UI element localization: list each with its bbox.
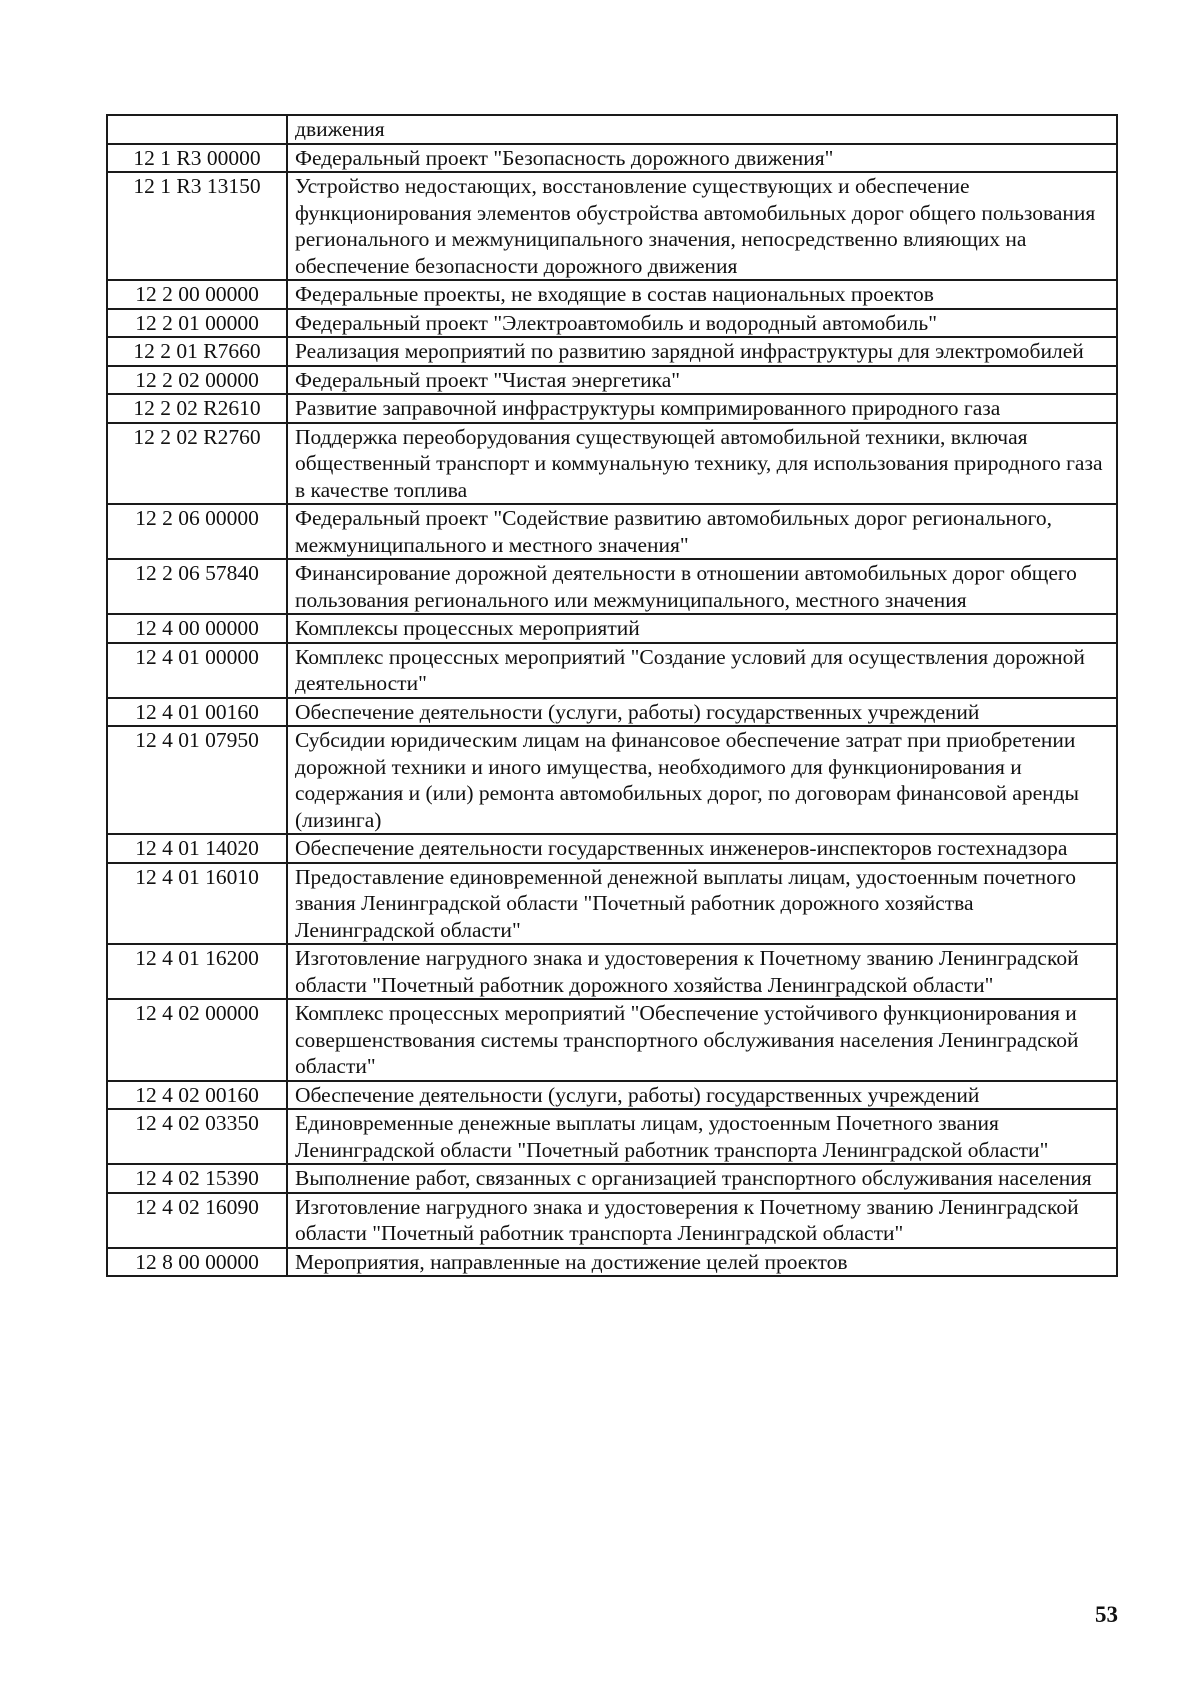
table-row xyxy=(107,1164,1117,1193)
table-row xyxy=(107,504,1117,559)
code-cell: 12 4 00 00000 xyxy=(107,614,287,643)
table-row xyxy=(107,1109,1117,1164)
code-cell: 12 4 02 00160 xyxy=(107,1081,287,1110)
table-row xyxy=(107,834,1117,863)
code-cell: 12 4 02 00000 xyxy=(107,999,287,1081)
table-row xyxy=(107,172,1117,280)
table-row xyxy=(107,366,1117,395)
table-row xyxy=(107,1081,1117,1110)
description-cell: Федеральный проект "Электроавтомобиль и водородный автомобиль" xyxy=(287,309,1117,338)
table-row xyxy=(107,337,1117,366)
code-cell: 12 2 06 00000 xyxy=(107,504,287,559)
description-cell: Мероприятия, направленные на достижение целей проектов xyxy=(287,1248,1117,1277)
code-cell: 12 4 01 00160 xyxy=(107,698,287,727)
table-row xyxy=(107,643,1117,698)
table-row xyxy=(107,999,1117,1081)
table-row xyxy=(107,115,1117,144)
description-cell: Федеральный проект "Чистая энергетика" xyxy=(287,366,1117,395)
description-cell: Выполнение работ, связанных с организацией транспортного обслуживания населения xyxy=(287,1164,1117,1193)
code-cell: 12 8 00 00000 xyxy=(107,1248,287,1277)
code-cell: 12 2 06 57840 xyxy=(107,559,287,614)
code-cell: 12 4 01 16200 xyxy=(107,944,287,999)
description-cell: Поддержка переоборудования существующей автомобильной техники, включая общественный транспорт и коммунальную технику, для использования природного газа в качестве топлива xyxy=(287,423,1117,505)
page-number: 53 xyxy=(1095,1602,1118,1627)
code-cell: 12 2 01 00000 xyxy=(107,309,287,338)
table-row xyxy=(107,614,1117,643)
code-cell: 12 4 01 14020 xyxy=(107,834,287,863)
code-cell: 12 2 02 R2610 xyxy=(107,394,287,423)
code-cell: 12 1 R3 00000 xyxy=(107,144,287,173)
description-cell: Федеральный проект "Безопасность дорожного движения" xyxy=(287,144,1117,173)
description-cell: движения xyxy=(287,115,1117,144)
code-cell: 12 4 02 15390 xyxy=(107,1164,287,1193)
description-cell: Комплексы процессных мероприятий xyxy=(287,614,1117,643)
table-row xyxy=(107,394,1117,423)
table-row xyxy=(107,1193,1117,1248)
description-cell: Финансирование дорожной деятельности в отношении автомобильных дорог общего пользования регионального или межмуниципального, местного значения xyxy=(287,559,1117,614)
code-cell: 12 4 01 00000 xyxy=(107,643,287,698)
description-cell: Предоставление единовременной денежной выплаты лицам, удостоенным почетного звания Ленинградской области "Почетный работник дорожного хозяйства Ленинградской области" xyxy=(287,863,1117,945)
code-cell xyxy=(107,115,287,144)
classification-table xyxy=(106,114,1118,1277)
description-cell: Обеспечение деятельности государственных инженеров-инспекторов гостехнадзора xyxy=(287,834,1117,863)
table-row xyxy=(107,698,1117,727)
table-row xyxy=(107,559,1117,614)
description-cell: Устройство недостающих, восстановление существующих и обеспечение функционирования элементов обустройства автомобильных дорог общего пользования регионального и межмуниципального значения, непосредственно влияющих на обеспечение безопасности дорожного движения xyxy=(287,172,1117,280)
description-cell: Изготовление нагрудного знака и удостоверения к Почетному званию Ленинградской области "Почетный работник дорожного хозяйства Ленинградской области" xyxy=(287,944,1117,999)
code-cell: 12 4 02 03350 xyxy=(107,1109,287,1164)
description-cell: Обеспечение деятельности (услуги, работы) государственных учреждений xyxy=(287,698,1117,727)
code-cell: 12 4 02 16090 xyxy=(107,1193,287,1248)
code-cell: 12 2 01 R7660 xyxy=(107,337,287,366)
description-cell: Федеральные проекты, не входящие в состав национальных проектов xyxy=(287,280,1117,309)
description-cell: Единовременные денежные выплаты лицам, удостоенным Почетного звания Ленинградской области "Почетный работник транспорта Ленинградской области" xyxy=(287,1109,1117,1164)
code-cell: 12 2 02 00000 xyxy=(107,366,287,395)
table-row xyxy=(107,863,1117,945)
table-row xyxy=(107,423,1117,505)
code-cell: 12 2 00 00000 xyxy=(107,280,287,309)
description-cell: Реализация мероприятий по развитию зарядной инфраструктуры для электромобилей xyxy=(287,337,1117,366)
table-row xyxy=(107,726,1117,834)
description-cell: Комплекс процессных мероприятий "Создание условий для осуществления дорожной деятельности" xyxy=(287,643,1117,698)
description-cell: Комплекс процессных мероприятий "Обеспечение устойчивого функционирования и совершенствования системы транспортного обслуживания населения Ленинградской области" xyxy=(287,999,1117,1081)
table-row xyxy=(107,144,1117,173)
code-cell: 12 4 01 07950 xyxy=(107,726,287,834)
code-cell: 12 1 R3 13150 xyxy=(107,172,287,280)
table-row xyxy=(107,1248,1117,1277)
code-cell: 12 4 01 16010 xyxy=(107,863,287,945)
table-row xyxy=(107,944,1117,999)
table-row xyxy=(107,280,1117,309)
description-cell: Обеспечение деятельности (услуги, работы) государственных учреждений xyxy=(287,1081,1117,1110)
description-cell: Изготовление нагрудного знака и удостоверения к Почетному званию Ленинградской области "Почетный работник транспорта Ленинградской области" xyxy=(287,1193,1117,1248)
description-cell: Развитие заправочной инфраструктуры компримированного природного газа xyxy=(287,394,1117,423)
description-cell: Субсидии юридическим лицам на финансовое обеспечение затрат при приобретении дорожной техники и иного имущества, необходимого для функционирования и содержания и (или) ремонта автомобильных дорог, по договорам финансовой аренды (лизинга) xyxy=(287,726,1117,834)
table-row xyxy=(107,309,1117,338)
description-cell: Федеральный проект "Содействие развитию автомобильных дорог регионального, межмуниципального и местного значения" xyxy=(287,504,1117,559)
code-cell: 12 2 02 R2760 xyxy=(107,423,287,505)
